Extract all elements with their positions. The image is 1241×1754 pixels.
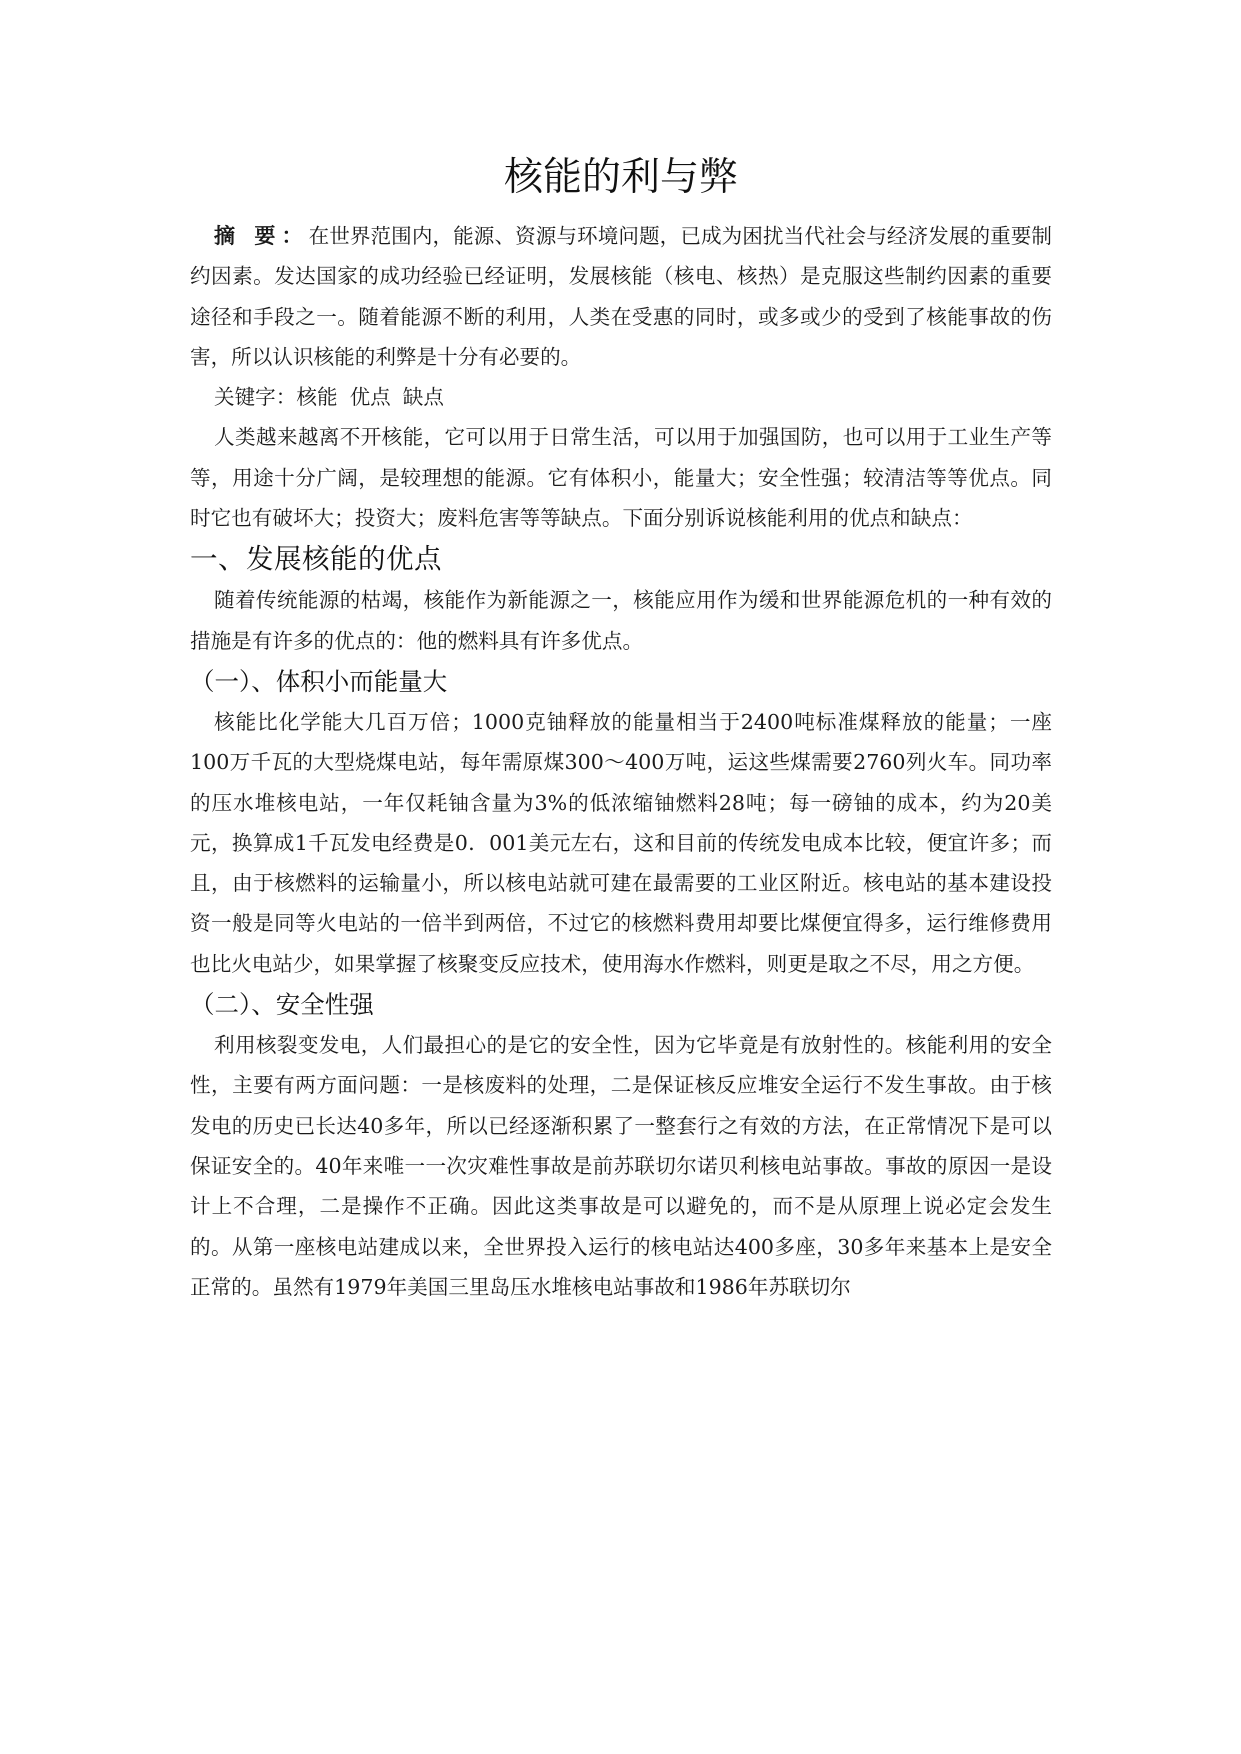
section-paragraph: 随着传统能源的枯竭，核能作为新能源之一，核能应用作为缓和世界能源危机的一种有效的措施是有许多的优点的：他的燃料具有许多优点。 [190,588,1052,653]
keywords-label: 关键字： [214,385,297,410]
document-content [190,140,1052,1307]
subsection-paragraph: 核能比化学能大几百万倍；1000克铀释放的能量相当于2400吨标准煤释放的能量；一座100万千瓦的大型烧煤电站，每年需原煤300～400万吨，运这些煤需要2760列火车。同功率的压水堆核电站，一年仅耗铀含量为3%的低浓缩铀燃料28吨；每一磅铀的成本，约为20美元，换算成1千瓦发电经费是0．001美元左右，这和目前的传统发电成本比较，便宜许多；而且，由于核燃料的运输量小，所以核电站就可建在最需要的工业区附近。核电站的基本建设投资一般是同等火电站的一倍半到两倍，不过它的核燃料费用却要比煤便宜得多，运行维修费用也比火电站少，如果掌握了核聚变反应技术，使用海水作燃料，则更是取之不尽，用之方便。 [190,709,1052,976]
page-title: 核能的利与弊 [503,155,738,200]
section-heading: 一、发展核能的优点 [190,543,442,576]
subsection-paragraph: 利用核裂变发电，人们最担心的是它的安全性，因为它毕竟是有放射性的。核能利用的安全性，主要有两方面问题：一是核废料的处理，二是保证核反应堆安全运行不发生事故。由于核发电的历史已长达40多年，所以已经逐渐积累了一整套行之有效的方法，在正常情况下是可以保证安全的。40年来唯一一次灾难性事故是前苏联切尔诺贝利核电站事故。事故的原因一是设计上不合理，二是操作不正确。因此这类事故是可以避免的，而不是从原理上说必定会发生的。从第一座核电站建成以来，全世界投入运行的核电站达400多座，30多年来基本上是安全正常的。虽然有1979年美国三里岛压水堆核电站事故和1986年苏联切尔 [190,1033,1052,1299]
subsection-heading: （一）、体积小而能量大 [190,666,448,696]
abstract-text: 在世界范围内，能源、资源与环境问题，已成为困扰当代社会与经济发展的重要制约因素。发达国家的成功经验已经证明，发展核能（核电、核热）是克服这些制约因素的重要途径和手段之一。随着能源不断的利用，人类在受惠的同时，或多或少的受到了核能事故的伤害，所以认识核能的利弊是十分有必要的。 [190,224,1053,369]
keyword: 优点 [349,385,391,410]
keyword: 缺点 [402,385,444,410]
abstract [190,216,1052,377]
subsection-heading: （二）、安全性强 [190,990,374,1020]
intro-paragraph: 人类越来越离不开核能，它可以用于日常生活，可以用于加强国防，也可以用于工业生产等等，用途十分广阔，是较理想的能源。它有体积小，能量大；安全性强；较清洁等等优点。同时它也有破坏大；投资大；废料危害等等缺点。下面分别诉说核能利用的优点和缺点： [190,425,1052,531]
keyword: 核能 [296,385,338,410]
abstract-label: 摘 要： [214,224,309,248]
keywords [190,377,1052,417]
